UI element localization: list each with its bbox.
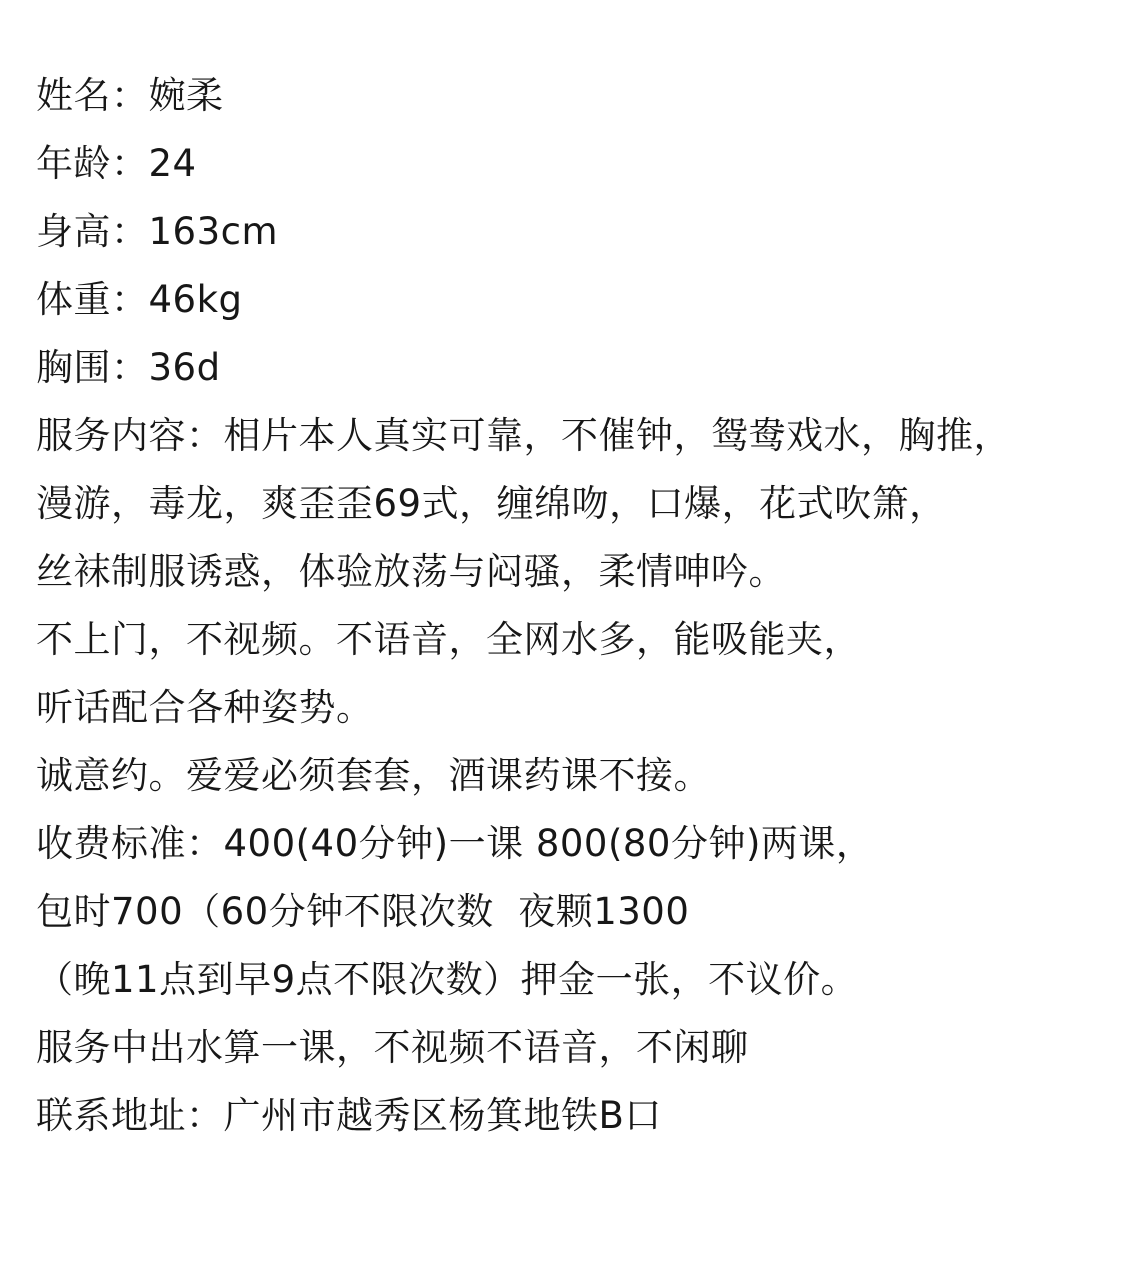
profile-text-block xyxy=(36,62,1093,1150)
text-line-weight: 体重：46kg xyxy=(36,278,243,321)
text-line-pricing-2: 包时700（60分钟不限次数 夜颗1300 xyxy=(36,890,690,933)
text-line-service-2: 漫游，毒龙，爽歪歪69式，缠绵吻，口爆，花式吹箫， xyxy=(36,482,947,525)
text-line-pricing-3: （晚11点到早9点不限次数）押金一张，不议价。 xyxy=(36,958,859,1001)
text-line-pricing-1: 收费标准：400(40分钟)一课 800(80分钟)两课， xyxy=(36,822,874,865)
text-line-restriction-1: 不上门，不视频。不语音，全网水多，能吸能夹， xyxy=(36,618,861,661)
text-line-terms: 诚意约。爱爱必须套套，酒课药课不接。 xyxy=(36,754,711,797)
text-line-restriction-2: 听话配合各种姿势。 xyxy=(36,686,374,729)
text-line-name: 姓名：婉柔 xyxy=(36,74,224,117)
text-line-address: 联系地址：广州市越秀区杨箕地铁B口 xyxy=(36,1094,662,1137)
text-line-height: 身高：163cm xyxy=(36,210,279,253)
text-line-bust: 胸围：36d xyxy=(36,346,221,389)
text-line-service-1: 服务内容：相片本人真实可靠，不催钟，鸳鸯戏水，胸推， xyxy=(36,414,1011,457)
text-line-age: 年龄：24 xyxy=(36,142,197,185)
text-line-service-3: 丝袜制服诱惑，体验放荡与闷骚，柔情呻吟。 xyxy=(36,550,786,593)
text-line-notes: 服务中出水算一课，不视频不语音，不闲聊 xyxy=(36,1026,749,1069)
